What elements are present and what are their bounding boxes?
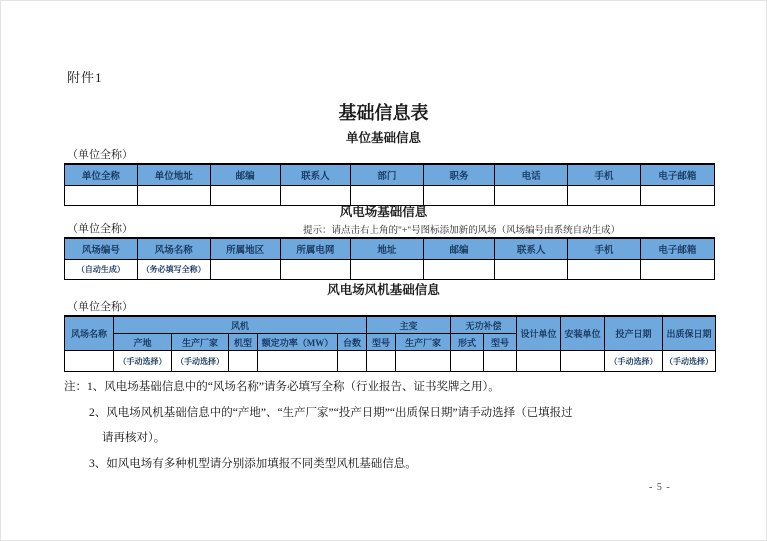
windfarm-table-header-row	[65, 238, 715, 260]
col-header: 地址	[350, 238, 423, 260]
col-header: 联系人	[280, 164, 350, 186]
col-header: 形式	[451, 334, 484, 351]
note-line-2: 2、风电场风机基础信息中的“产地”、“生产厂家”“投产日期”“出质保日期”请手动选择（已填报过	[89, 406, 573, 419]
col-header: 产地	[114, 334, 172, 351]
empty-cell	[396, 351, 451, 372]
col-header: 手机	[568, 238, 641, 260]
empty-cell	[517, 351, 561, 372]
manual-select-cell: （手动选择）	[663, 351, 716, 372]
add-windfarm-hint: 提示：请点击右上角的"+"号图标添加新的风场（风场编号由系统自动生成）	[303, 226, 621, 236]
unit-info-table	[64, 163, 715, 206]
col-header-warranty-date: 出质保日期	[663, 316, 716, 351]
col-header: 部门	[350, 164, 423, 186]
empty-cell	[258, 351, 338, 372]
note-line-4: 3、如风电场有多种机型请分别添加填报不同类型风机基础信息。	[89, 457, 417, 470]
empty-cell	[367, 351, 396, 372]
col-header: 所属电网	[280, 238, 350, 260]
group-header-compensation: 无功补偿	[451, 316, 517, 334]
section-title-unit-info: 单位基础信息	[345, 131, 421, 145]
col-header: 生产厂家	[172, 334, 229, 351]
group-header-turbine: 风机	[114, 316, 367, 334]
col-header-farm-name: 风场名称	[65, 316, 114, 351]
group-header-transformer: 主变	[367, 316, 451, 334]
col-header: 电子邮箱	[640, 238, 714, 260]
empty-cell	[65, 351, 114, 372]
col-header: 手机	[568, 164, 641, 186]
page-number: - 5 -	[649, 482, 671, 493]
manual-select-cell: （手动选择）	[605, 351, 663, 372]
turbine-table-group-header-row	[65, 316, 716, 334]
empty-cell	[423, 260, 495, 280]
col-header: 电话	[495, 164, 568, 186]
col-header: 邮编	[423, 238, 495, 260]
note-line-3: 请再核对）。	[102, 432, 166, 444]
unit-fullname-label-3: （单位全称）	[67, 301, 133, 313]
note-line-1: 注：1、风电场基础信息中的“风场名称”请务必填写全称（行业报告、证书奖牌之用）。	[64, 381, 500, 393]
col-header: 所属地区	[210, 238, 280, 260]
col-header: 单位全称	[65, 164, 138, 186]
col-header: 联系人	[495, 238, 568, 260]
empty-cell	[210, 260, 280, 280]
empty-cell	[640, 260, 714, 280]
empty-cell	[451, 351, 484, 372]
col-header-install-unit: 安装单位	[561, 316, 605, 351]
col-header: 职务	[423, 164, 495, 186]
section-title-windfarm-info: 风电场基础信息	[339, 205, 428, 219]
col-header: 台数	[338, 334, 367, 351]
empty-cell	[229, 351, 258, 372]
col-header-production-date: 投产日期	[605, 316, 663, 351]
empty-cell	[568, 260, 641, 280]
attachment-label: 附件1	[67, 70, 103, 85]
empty-cell	[338, 351, 367, 372]
fullname-required-cell: （务必填写全称）	[137, 260, 210, 280]
manual-select-cell: （手动选择）	[114, 351, 172, 372]
col-header: 型号	[484, 334, 517, 351]
col-header: 风场名称	[137, 238, 210, 260]
section-title-turbine-info: 风电场风机基础信息	[327, 283, 440, 297]
auto-generated-cell: （自动生成）	[65, 260, 138, 280]
col-header: 邮编	[210, 164, 280, 186]
empty-cell	[484, 351, 517, 372]
empty-cell	[350, 260, 423, 280]
notes-block	[64, 375, 729, 477]
col-header: 额定功率（MW）	[258, 334, 338, 351]
unit-fullname-label-2: （单位全称）	[67, 223, 133, 235]
col-header: 单位地址	[137, 164, 210, 186]
turbine-info-table	[64, 315, 716, 372]
empty-cell	[495, 260, 568, 280]
col-header: 风场编号	[65, 238, 138, 260]
unit-fullname-label-1: （单位全称）	[67, 149, 133, 161]
windfarm-info-table	[64, 237, 715, 280]
empty-cell	[561, 351, 605, 372]
unit-table-header-row	[65, 164, 715, 186]
col-header: 电子邮箱	[640, 164, 714, 186]
col-header-design-unit: 设计单位	[517, 316, 561, 351]
col-header: 机型	[229, 334, 258, 351]
turbine-table-data-row	[65, 351, 716, 372]
windfarm-table-data-row	[65, 260, 715, 280]
manual-select-cell: （手动选择）	[172, 351, 229, 372]
col-header: 生产厂家	[396, 334, 451, 351]
empty-cell	[280, 260, 350, 280]
page-title: 基础信息表	[338, 103, 429, 123]
col-header: 型号	[367, 334, 396, 351]
